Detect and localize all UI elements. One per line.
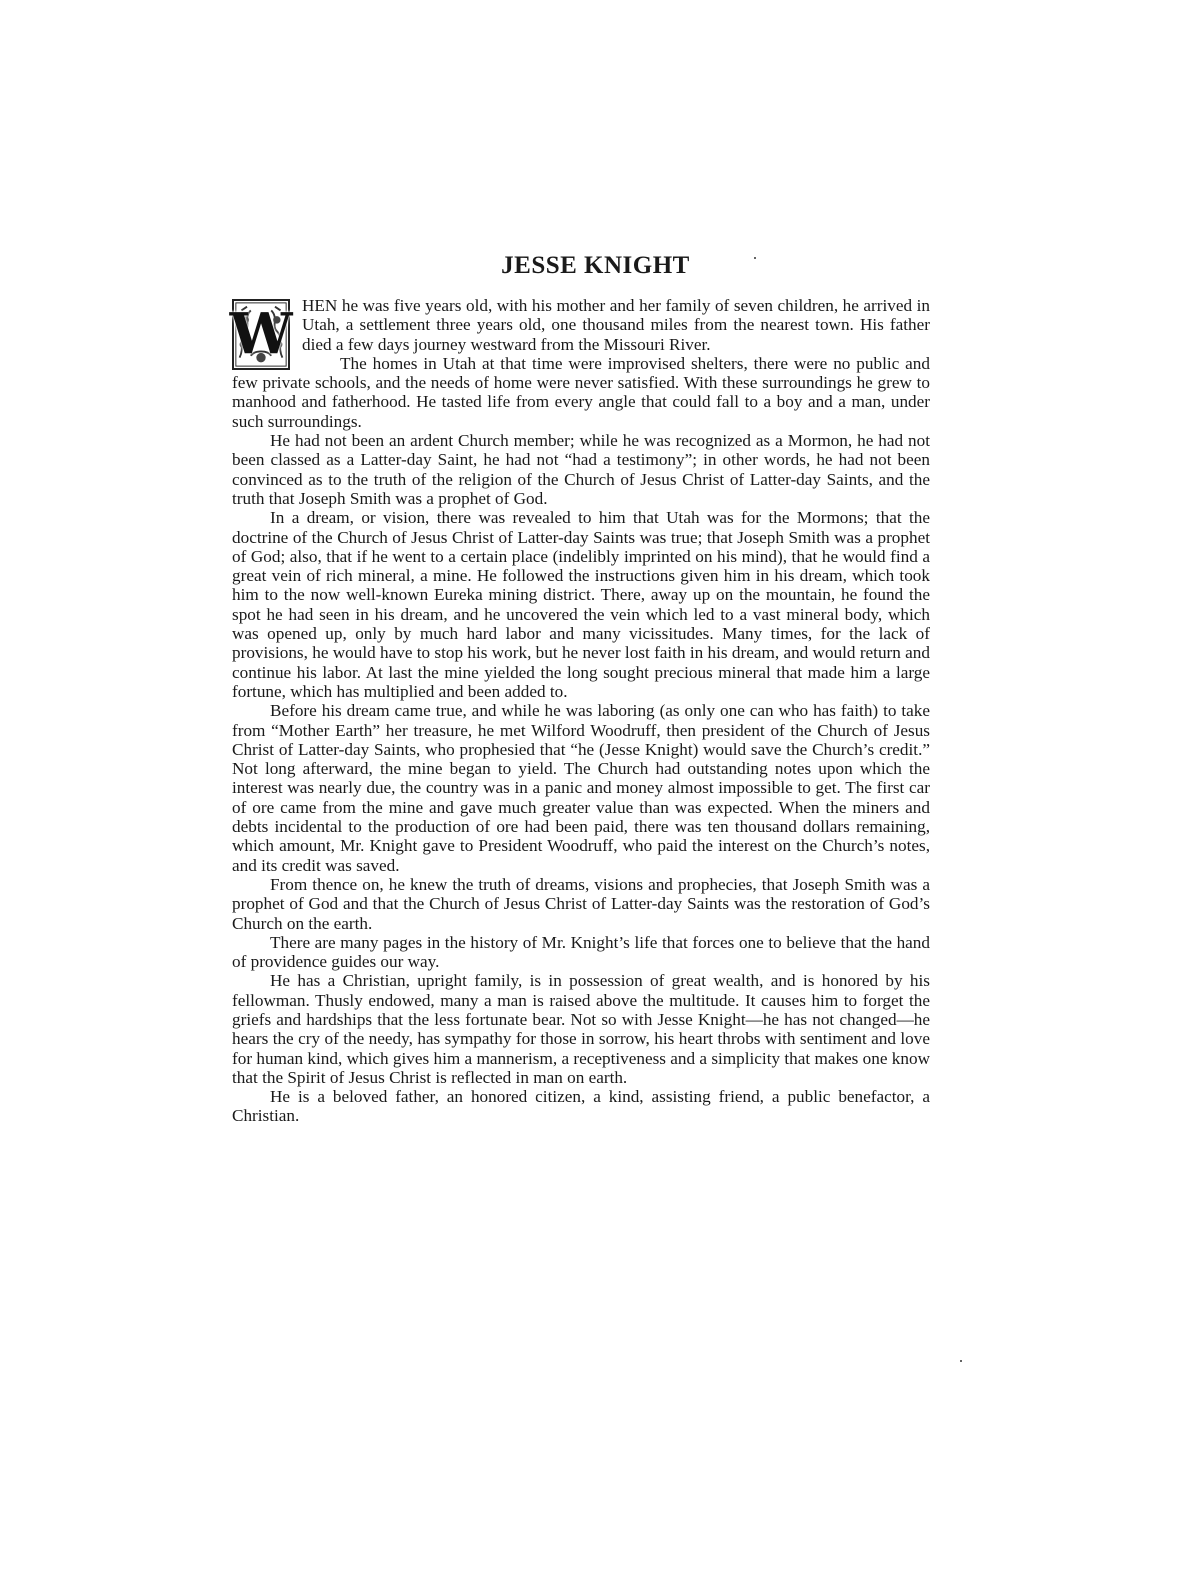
paragraph: The homes in Utah at that time were improvised shelters, there were no public and few private schools, and the needs of home were never satisfied. With these surroundings he grew to manhood and fatherhood. He tasted life from every angle that could fall to a boy and a man, under such surroundings. <box>232 353 930 431</box>
paragraph: HEN he was five years old, with his mother and her family of seven children, he arrived in Utah, a settlement three years old, one thousand miles from the nearest town. His father died a few days journey westward from the Missouri River. <box>302 296 930 354</box>
paragraph: Before his dream came true, and while he was laboring (as only one can who has faith) to take from “Mother Earth” her treasure, he met Wilford Woodruff, then president of the Church of Jesus Christ of Latter-day Saints, who prophesied that “he (Jesse Knight) would save the Church’s credit.” Not long afterward, the mine began to yield. The Church had outstanding notes upon which the interest was nearly due, the country was in a panic and money almost impossible to get. The first car of ore came from the mine and gave much greater value than was expected. When the miners and debts incidental to the production of ore had been paid, there was ten thousand dollars remaining, which amount, Mr. Knight gave to President Woodruff, who paid the interest on the Church’s notes, and its credit was saved. <box>232 701 930 875</box>
article-body <box>229 296 930 1126</box>
paragraph: He is a beloved father, an honored citizen, a kind, assisting friend, a public benefactor, a Christian. <box>232 1087 930 1126</box>
ornamental-dropcap <box>229 299 293 370</box>
paragraph: There are many pages in the history of Mr. Knight’s life that forces one to believe that the hand of providence guides our way. <box>232 932 930 972</box>
dropcap-letter: W <box>229 300 293 367</box>
print-speck <box>960 1360 962 1362</box>
article-title: JESSE KNIGHT <box>501 252 690 279</box>
paragraph: He has a Christian, upright family, is in possession of great wealth, and is honored by his fellowman. Thusly endowed, many a man is raised above the multitude. It causes him to forget the griefs and hardships that the less fortunate bear. Not so with Jesse Knight—he has not changed—he hears the cry of the needy, has sympathy for those in sorrow, his heart throbs with sentiment and love for human kind, which gives him a mannerism, a receptiveness and a simplicity that makes one know that the Spirit of Jesus Christ is reflected in man on earth. <box>232 971 930 1087</box>
paragraph: From thence on, he knew the truth of dreams, visions and prophecies, that Joseph Smith was a prophet of God and that the Church of Jesus Christ of Latter-day Saints was the restoration of God’s Church on the earth. <box>232 874 930 933</box>
paragraph: He had not been an ardent Church member; while he was recognized as a Mormon, he had not been classed as a Latter-day Saint, he had not “had a testimony”; in other words, he had not been convinced as to the truth of the religion of the Church of Jesus Christ of Latter-day Saints, and the truth that Joseph Smith was a prophet of God. <box>232 431 930 508</box>
paragraph: In a dream, or vision, there was revealed to him that Utah was for the Mormons; that the doctrine of the Church of Jesus Christ of Latter-day Saints was true; that Joseph Smith was a prophet of God; also, that if he went to a certain place (indelibly imprinted on his mind), that he would find a great vein of rich mineral, a mine. He followed the instructions given him in his dream, which took him to the now well-known Eureka mining district. There, away up on the mountain, he found the spot he had seen in his dream, and he uncovered the vein which led to a vast mineral body, which was opened up, only by much hard labor and many vicissitudes. Many times, for the lack of provisions, he would have to stop his work, but he never lost faith in his dream, and would return and continue his labor. At last the mine yielded the long sought precious mineral that made him a large fortune, which has multiplied and been added to. <box>232 508 930 701</box>
